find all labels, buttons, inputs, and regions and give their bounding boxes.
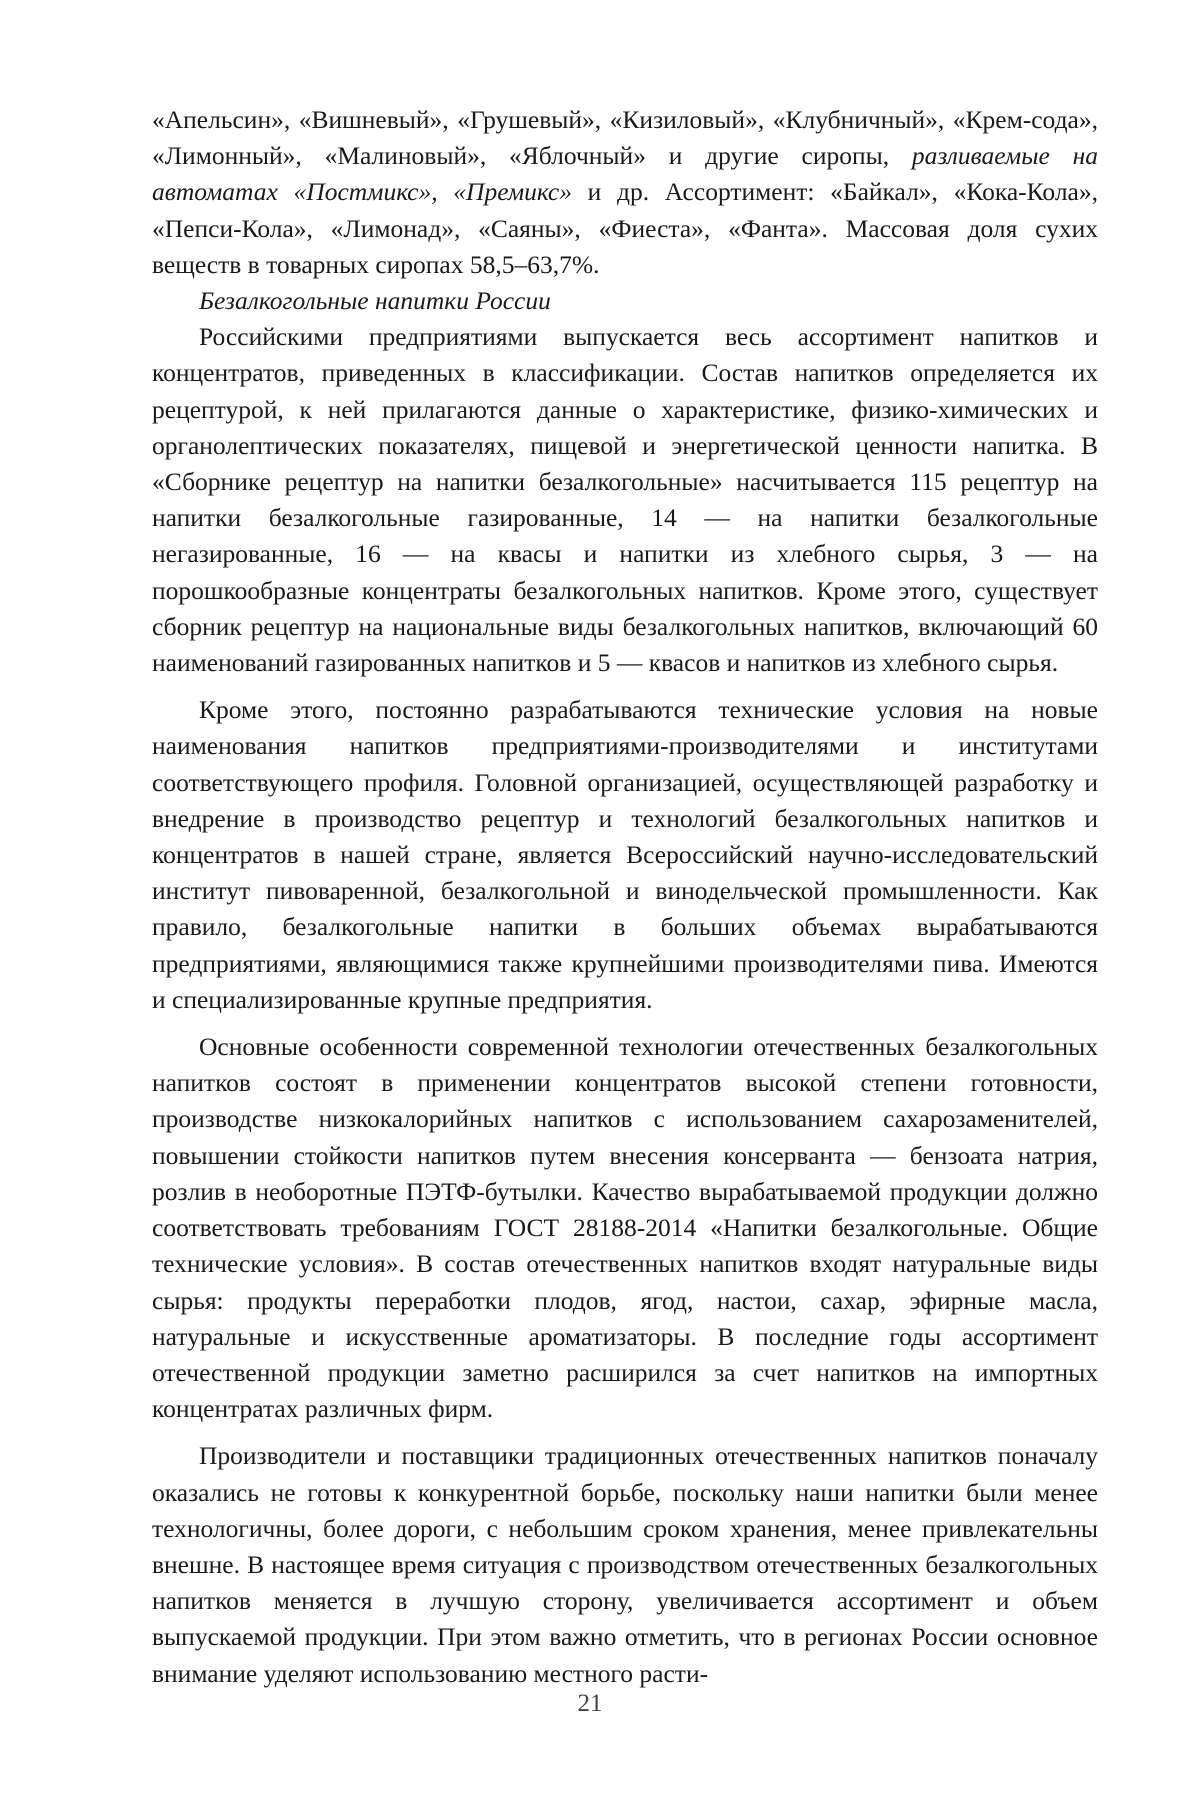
paragraph: Производители и поставщики традиционных отечественных напитков поначалу оказались не готовы к конкурентной борьбе, поскольку наши напитки были менее технологичны, более дороги, с небольшим сроком хранения, менее привлекательны внешне. В настоящее время ситуация с производством отечественных безалкогольных напитков меняется в лучшую сторону, увеличивается ассортимент и объем выпускаемой продукции. При этом важно отметить, что в регионах России основное внимание уделяют использованию местного расти- [152, 1441, 1098, 1688]
intro-segment-1: «Апельсин», «Вишневый», «Грушевый», «Кизиловый», «Клубничный», «Крем-сода», «Лимонный», «Малиновый», «Яблочный» и другие сиропы, [152, 105, 1098, 171]
paragraph: Кроме этого, постоянно разрабатываются технические условия на новые наименования напитков предприятиями-производителями и институтами соответствующего профиля. Головной организацией, осуществляющей разработку и внедрение в производство рецептур и технологий безалкогольных напитков и концентратов в нашей стране, является Всероссийский научно-исследовательский институт пивоваренной, безалкогольной и винодельческой промышленности. Как правило, безалкогольные напитки в больших объемах вырабатываются предприятиями, являющимися также крупнейшими производителями пива. Имеются и специализированные крупные предприятия. [152, 695, 1098, 1014]
intro-segment-3: и др. Ассортимент: «Байкал», «Кока-Кола», «Пепси-Кола», «Лимонад», «Саяны», «Фиеста», «Фанта». Массовая доля сухих веществ в товарных сиропах 58,5–63,7%. [152, 177, 1098, 279]
intro-segment-italic: разливаемые на автоматах «Постмикс», «Премикс» [152, 141, 1098, 207]
paragraph: Основные особенности современной технологии отечественных безалкогольных напитков состоят в применении концентратов высокой степени готовности, производстве низкокалорийных напитков с использованием сахарозаменителей, повышении стойкости напитков путем внесения консерванта — бензоата натрия, розлив в необоротные ПЭТФ-бутылки. Качество вырабатываемой продукции должно соответствовать требованиям ГОСТ 28188-2014 «Напитки безалкогольные. Общие технические условия». В состав отечественных напитков входят натуральные виды сырья: продукты переработки плодов, ягод, настои, сахар, эфирные масла, натуральные и искусственные ароматизаторы. В последние годы ассортимент отечественной продукции заметно расширился за счет напитков на импортных концентратах различных фирм. [152, 1032, 1098, 1424]
paragraph: Российскими предприятиями выпускается весь ассортимент напитков и концентратов, приведенных в классификации. Состав напитков определяется их рецептурой, к ней прилагаются данные о характеристике, физико-химических и органолептических показателях, пищевой и энергетической ценности напитка. В «Сборнике рецептур на напитки безалкогольные» насчитывается 115 рецептур на напитки безалкогольные газированные, 14 — на напитки безалкогольные негазированные, 16 — на квасы и напитки из хлебного сырья, 3 — на порошкообразные концентраты безалкогольных напитков. Кроме этого, существует сборник рецептур на национальные виды безалкогольных напитков, включающий 60 наименований газированных напитков и 5 — квасов и напитков из хлебного сырья. [152, 322, 1098, 678]
text-block [152, 102, 1098, 1692]
page-number: 21 [577, 1690, 603, 1717]
paragraph-intro [152, 102, 1098, 283]
section-subheading: Безалкогольные напитки России [199, 286, 551, 316]
